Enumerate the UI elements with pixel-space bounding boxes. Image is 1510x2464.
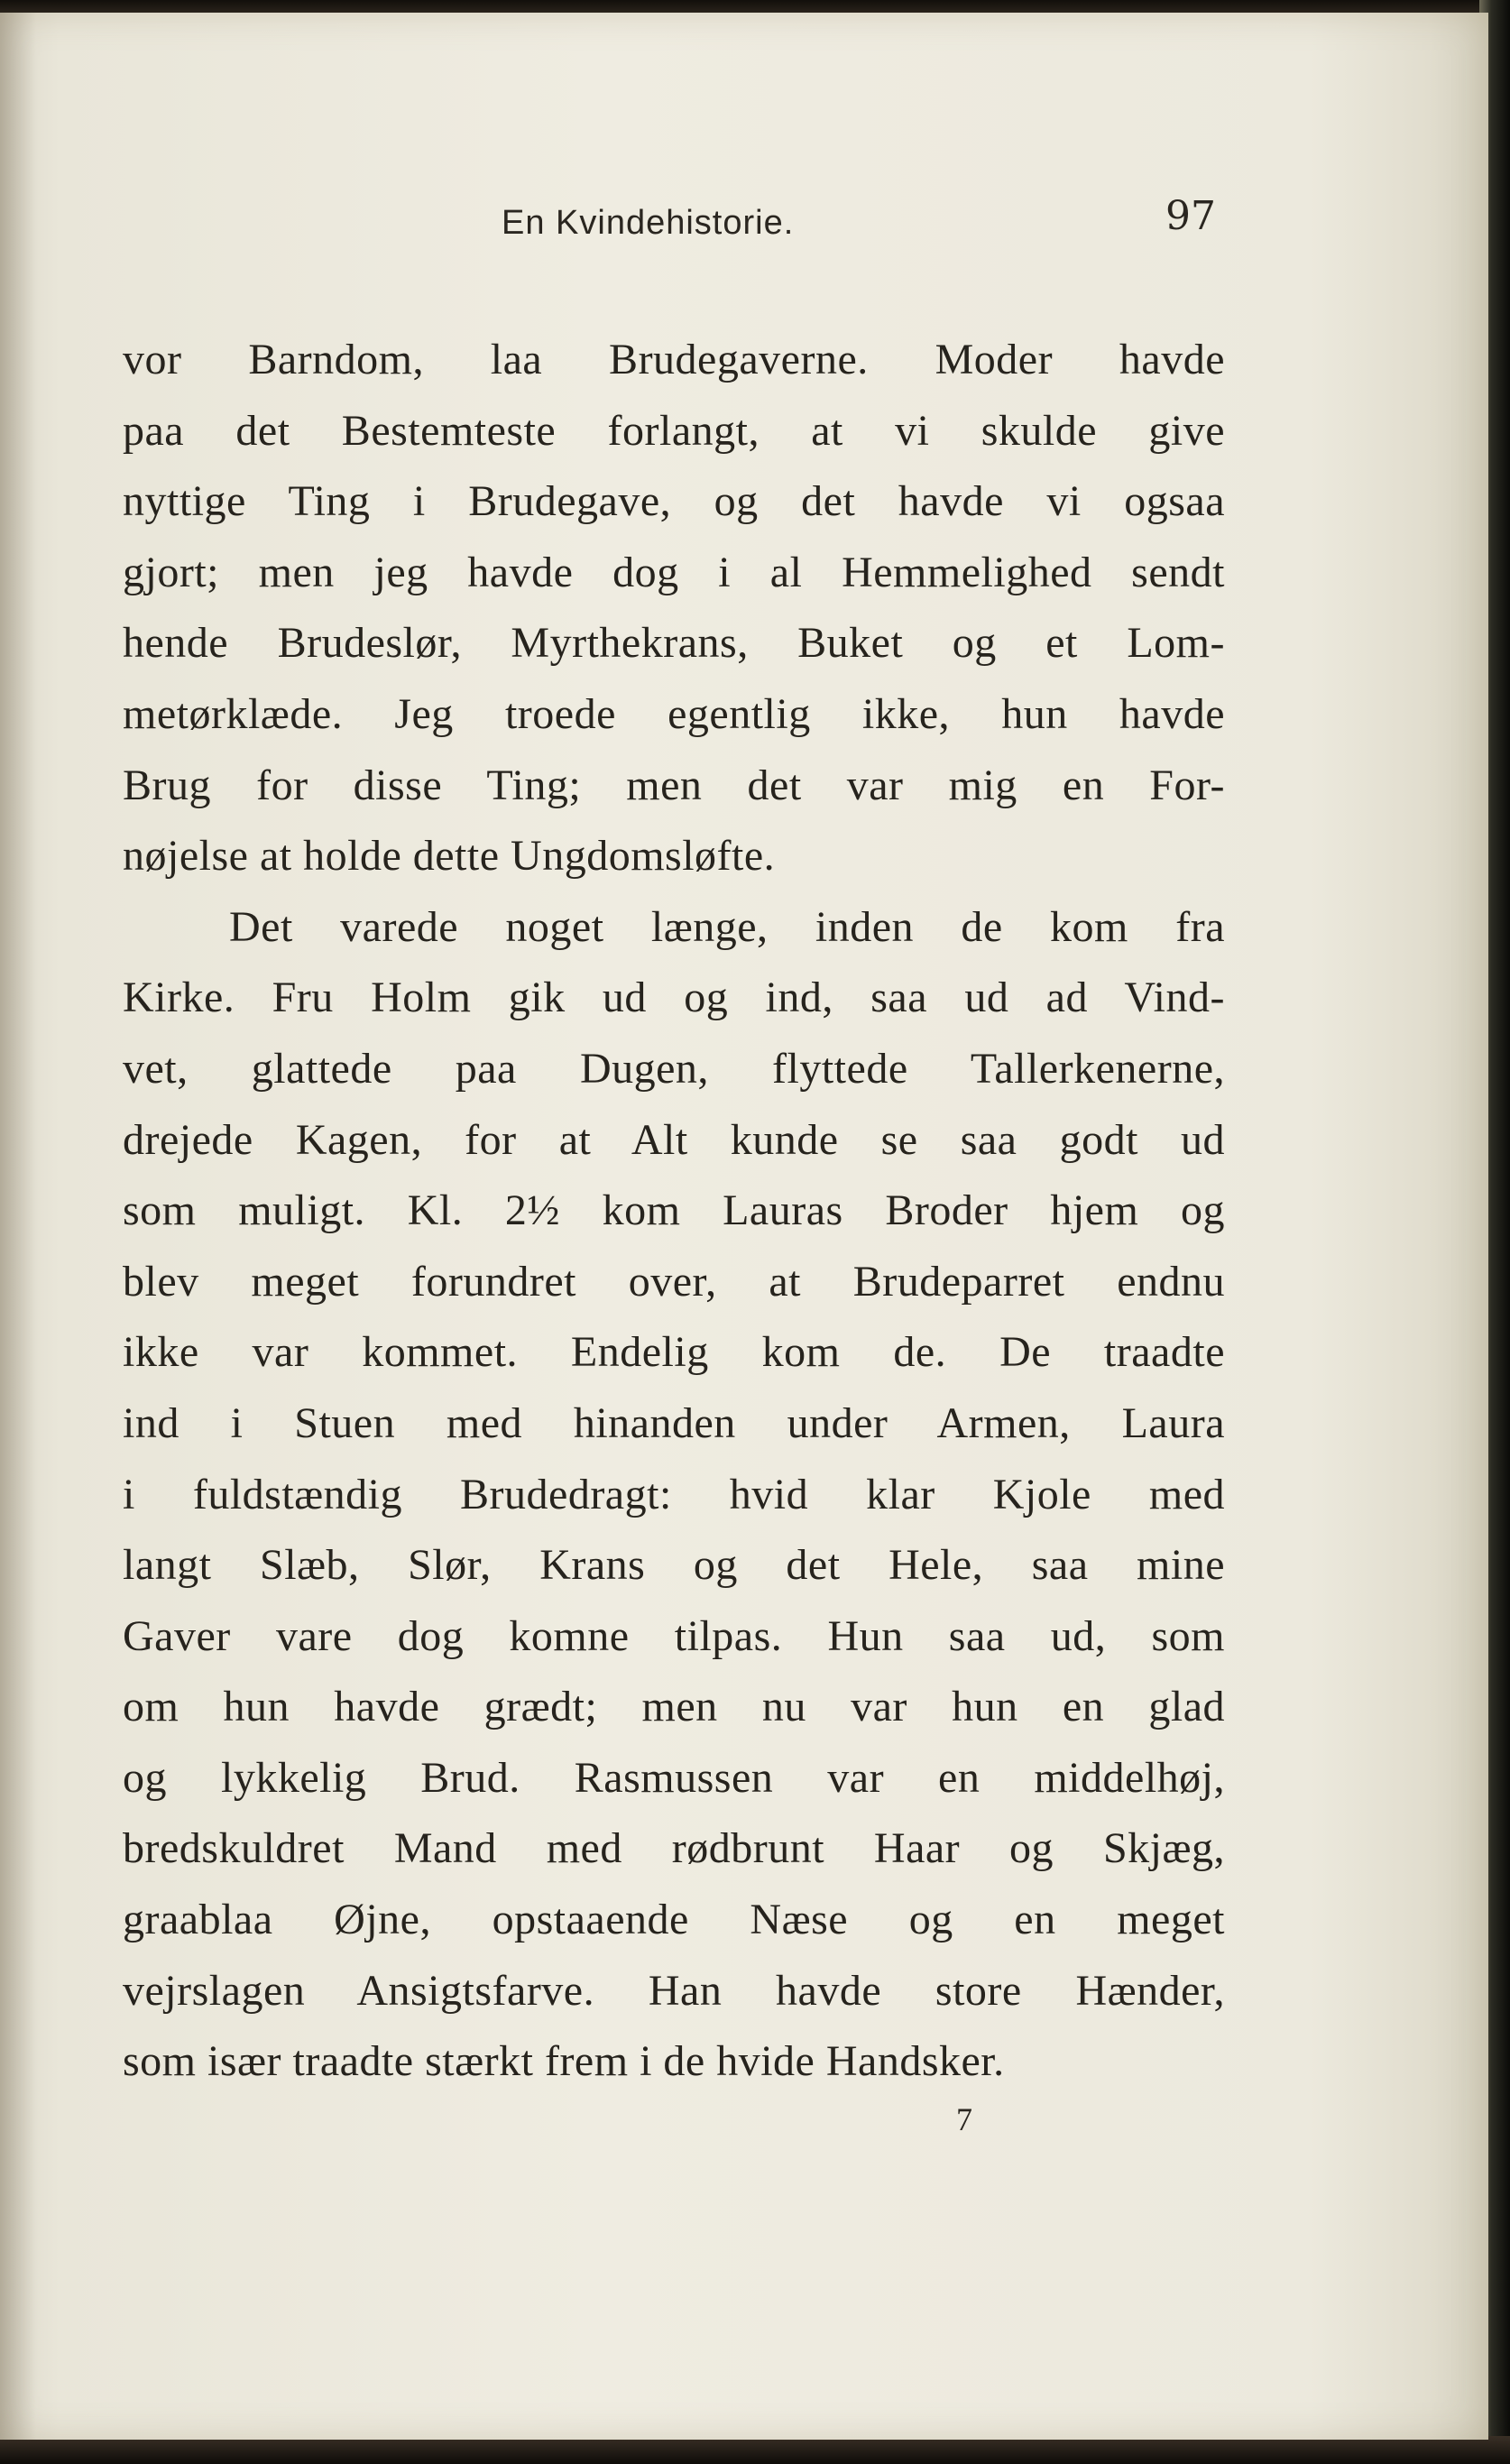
text-line: vor Barndom, laa Brudegaverne. Moder havde [123, 336, 1225, 383]
text-line: gjort; men jeg havde dog i al Hemmelighed sendt [123, 548, 1225, 596]
text-line: drejede Kagen, for at Alt kunde se saa godt ud [123, 1115, 1225, 1164]
text-line: som især traadte stærkt frem i de hvide Handsker. [123, 2037, 1005, 2086]
text-line: vet, glattede paa Dugen, flyttede Tallerkenerne, [123, 1044, 1225, 1093]
text-line: paa det Bestemteste forlangt, at vi skulde give [123, 406, 1225, 455]
text-line: metørklæde. Jeg troede egentlig ikke, hun havde [123, 689, 1225, 738]
text-line: og lykkelig Brud. Rasmussen var en middelhøj, [123, 1753, 1225, 1802]
signature-mark: 7 [956, 2101, 972, 2137]
text-line: ikke var kommet. Endelig kom de. De traadte [123, 1328, 1225, 1377]
text-line: i fuldstændig Brudedragt: hvid klar Kjole med [123, 1470, 1225, 1518]
page-spine-shadow [0, 13, 36, 2440]
text-line: langt Slæb, Slør, Krans og det Hele, saa mine [123, 1541, 1225, 1590]
text-line: Gaver vare dog komne tilpas. Hun saa ud, som [123, 1611, 1225, 1660]
text-line: ind i Stuen med hinanden under Armen, Laura [123, 1398, 1225, 1447]
text-line: som muligt. Kl. 2½ kom Lauras Broder hjem og [123, 1186, 1225, 1235]
text-line: graablaa Øjne, opstaaende Næse og en meget [123, 1896, 1225, 1944]
text-line: Kirke. Fru Holm gik ud og ind, saa ud ad Vind- [123, 974, 1225, 1022]
text-line: om hun havde grædt; men nu var hun en glad [123, 1683, 1225, 1731]
running-head: En Kvindehistorie. [502, 204, 795, 242]
text-line: Det varede noget længe, inden de kom fra [229, 902, 1225, 951]
text-line: bredskuldret Mand med rødbrunt Haar og Skjæg, [123, 1824, 1225, 1873]
body-text [123, 325, 1225, 2098]
text-line: blev meget forundret over, at Brudeparret endnu [123, 1257, 1225, 1306]
text-line: Brug for disse Ting; men det var mig en For- [123, 761, 1225, 809]
page-number: 97 [1165, 193, 1216, 239]
text-line: vejrslagen Ansigtsfarve. Han havde store Hænder, [123, 1966, 1225, 2015]
book-edge-bottom [0, 2436, 1510, 2464]
text-line: hende Brudeslør, Myrthekrans, Buket og et Lom- [123, 619, 1225, 668]
text-line: nøjelse at holde dette Ungdomsløfte. [123, 832, 776, 881]
text-line: nyttige Ting i Brudegave, og det havde vi ogsaa [123, 477, 1225, 526]
